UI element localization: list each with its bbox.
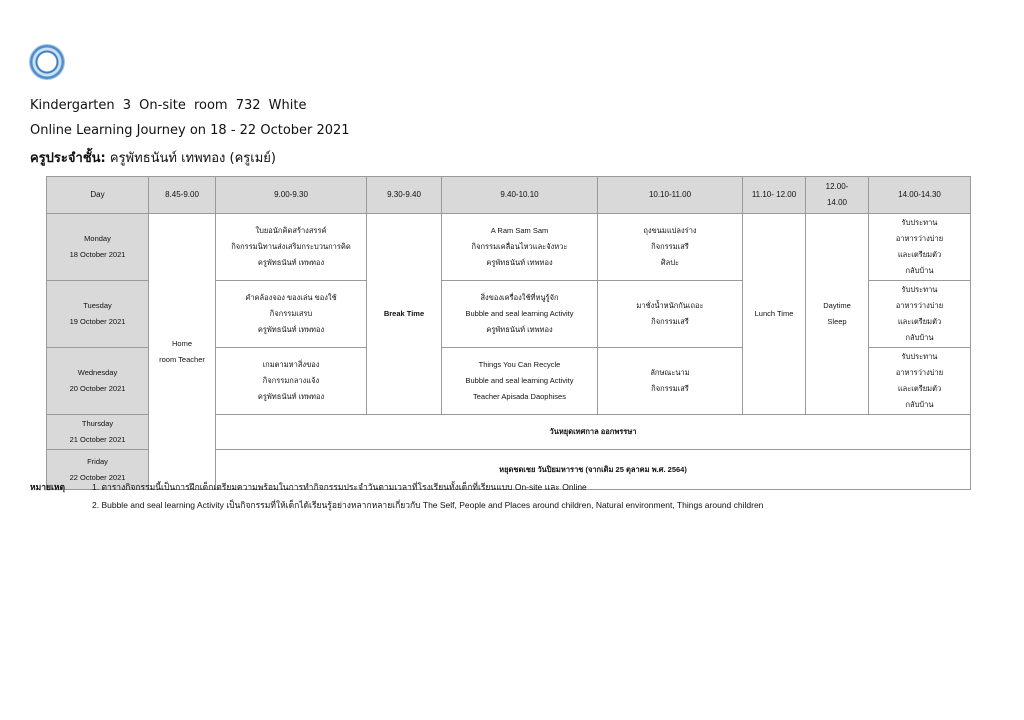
tue-1010-cell — [598, 281, 743, 348]
activity-teacher: ครูพัทธนันท์ เทพทอง — [486, 325, 553, 334]
schedule-table — [46, 176, 971, 490]
snack-line: กลับบ้าน — [905, 266, 934, 275]
header-1010: 10.10-11.00 — [598, 177, 743, 214]
notes-label: หมายเหตุ — [30, 482, 65, 492]
snack-line: และเตรียมตัว — [897, 384, 942, 393]
table-row — [47, 214, 971, 281]
activity-subject: ศิลปะ — [660, 258, 680, 267]
day-date: 19 October 2021 — [69, 317, 126, 326]
wed-1400-cell — [869, 348, 971, 415]
day-date: 20 October 2021 — [69, 384, 126, 393]
break-time-cell: Break Time — [367, 214, 442, 415]
schedule-title: Online Learning Journey on 18 - 22 October 2021 — [30, 123, 350, 138]
day-cell-wednesday — [47, 348, 149, 415]
day-name: Wednesday — [77, 368, 118, 377]
day-date: 18 October 2021 — [69, 250, 126, 259]
day-date: 21 October 2021 — [69, 435, 126, 444]
snack-line: กลับบ้าน — [905, 400, 934, 409]
snack-line: รับประทาน — [901, 218, 938, 227]
note-1: 1. ตารางกิจกรรมนี้เป็นการฝึกเด็กเตรียมความพร้อมในการทำกิจกรรมประจำวันตามเวลาที่โรงเรียนทั้งเด็กที่เรียนแบบ On-site และ Online — [92, 482, 587, 492]
header-1200-end: 14.00 — [826, 198, 848, 207]
snack-line: รับประทาน — [901, 285, 938, 294]
activity-title: Things You Can Recycle — [478, 360, 561, 369]
tue-900-cell — [216, 281, 367, 348]
snack-line: รับประทาน — [901, 352, 938, 361]
snack-line: อาหารว่างบ่าย — [895, 368, 944, 377]
activity-type: กิจกรรมเสรบ — [269, 309, 313, 318]
header-row — [47, 177, 971, 214]
header-900: 9.00-9.30 — [216, 177, 367, 214]
activity-type: Bubble and seal learning Activity — [465, 309, 574, 318]
homeroom-line2: room Teacher — [159, 354, 205, 364]
header-day: Day — [47, 177, 149, 214]
class-title: Kindergarten 3 On-site room 732 White — [30, 98, 307, 113]
activity-teacher: ครูพัทธนันท์ เทพทอง — [257, 392, 325, 401]
day-name: Tuesday — [83, 301, 112, 310]
homeroom-line1: Home — [171, 338, 192, 348]
mon-940-cell — [442, 214, 598, 281]
day-name: Friday — [87, 456, 108, 466]
teacher-line — [30, 147, 276, 168]
activity-title: ลักษณะนาม — [650, 368, 690, 377]
day-name: Monday — [84, 234, 111, 243]
homeroom-cell — [149, 214, 216, 490]
activity-teacher: ครูพัทธนันท์ เทพทอง — [257, 258, 325, 267]
snack-line: อาหารว่างบ่าย — [895, 301, 944, 310]
snack-line: และเตรียมตัว — [897, 317, 942, 326]
sleep-line2: Sleep — [827, 317, 847, 326]
activity-type: กิจกรรมเสรี — [651, 317, 689, 326]
daytime-sleep-cell — [806, 214, 869, 415]
activity-type: กิจกรรมกลางแจ้ง — [262, 376, 320, 385]
wed-1010-cell — [598, 348, 743, 415]
activity-title: เกมตามหาสิ่งของ — [262, 360, 320, 369]
snack-line: อาหารว่างบ่าย — [895, 234, 944, 243]
tue-940-cell — [442, 281, 598, 348]
activity-title: สิ่งของเครื่องใช้ที่หนูรู้จัก — [480, 293, 559, 302]
teacher-name: ครูพัทธนันท์ เทพทอง (ครูเมย์) — [109, 151, 276, 166]
header-930: 9.30-9.40 — [367, 177, 442, 214]
day-cell-thursday — [47, 415, 149, 450]
header-1110: 11.10- 12.00 — [743, 177, 806, 214]
tue-1400-cell — [869, 281, 971, 348]
activity-type: กิจกรรมเสรี — [651, 242, 689, 251]
snack-line: กลับบ้าน — [905, 333, 934, 342]
activity-title: ถุงขนมแปลงร่าง — [643, 226, 697, 235]
activity-type: กิจกรรมนิทานส่งเสริมกระบวนการคิด — [231, 242, 351, 251]
activity-title: ใบยอนักคิดสร้างสรรค์ — [255, 226, 327, 235]
day-date: 22 October 2021 — [69, 472, 126, 482]
activity-title: คำคล้องจอง ของเล่น ของใช้ — [245, 293, 337, 302]
activity-type: Bubble and seal learning Activity — [465, 376, 574, 385]
activity-type: กิจกรรมเสรี — [651, 384, 689, 393]
activity-title: A Ram Sam Sam — [490, 226, 549, 235]
wed-940-cell — [442, 348, 598, 415]
activity-title: มาชั่งน้ำหนักกันเถอะ — [636, 301, 704, 310]
school-logo — [30, 45, 64, 79]
header-845: 8.45-9.00 — [149, 177, 216, 214]
friday-holiday: หยุดชดเชย วันปิยมหาราช (จากเดิม 25 ตุลาคม พ.ศ. 2564) — [216, 450, 971, 490]
activity-teacher: Teacher Apisada Daophises — [473, 392, 566, 401]
day-name: Thursday — [81, 419, 114, 428]
header-940: 9.40-10.10 — [442, 177, 598, 214]
note-2: 2. Bubble and seal learning Activity เป็นกิจกรรมที่ให้เด็กได้เรียนรู้อย่างหลากหลายเกี่ยวกับ The Self, People and Places around children, Natural environment, Things around children — [92, 500, 764, 510]
activity-teacher: ครูพัทธนันท์ เทพทอง — [486, 258, 553, 267]
sleep-line1: Daytime — [823, 301, 851, 310]
day-cell-monday — [47, 214, 149, 281]
activity-type: กิจกรรมเคลื่อนไหวและจังหวะ — [471, 242, 568, 251]
header-1400: 14.00-14.30 — [869, 177, 971, 214]
mon-1400-cell — [869, 214, 971, 281]
teacher-label: ครูประจำชั้น: — [30, 151, 106, 166]
mon-1010-cell — [598, 214, 743, 281]
header-1200 — [806, 177, 869, 214]
thursday-holiday: วันหยุดเทศกาล ออกพรรษา — [216, 415, 971, 450]
wed-900-cell — [216, 348, 367, 415]
day-cell-tuesday — [47, 281, 149, 348]
activity-teacher: ครูพัทธนันท์ เทพทอง — [257, 325, 325, 334]
lunch-time-cell: Lunch Time — [743, 214, 806, 415]
mon-900-cell — [216, 214, 367, 281]
snack-line: และเตรียมตัว — [897, 250, 942, 259]
header-1200-start: 12.00- — [825, 182, 849, 191]
